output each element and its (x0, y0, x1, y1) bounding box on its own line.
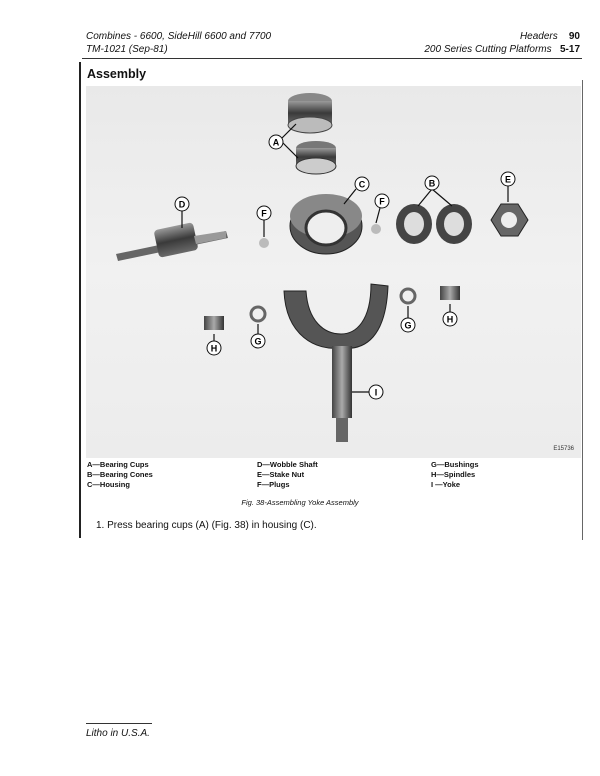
stake-nut-part (491, 204, 528, 236)
svg-text:G: G (404, 320, 412, 331)
callout-f (257, 206, 271, 220)
callout-i (369, 385, 383, 399)
legend-item: H—Spindles (431, 470, 476, 479)
callout-h (443, 312, 457, 326)
legend-column (257, 460, 318, 490)
figure-caption: Fig. 38-Assembling Yoke Assembly (241, 498, 359, 507)
callout-e (501, 172, 515, 186)
legend-item: I —Yoke (431, 480, 461, 489)
legend-column (87, 460, 153, 490)
callout-d (175, 197, 189, 211)
section-title: Assembly (87, 67, 147, 81)
svg-text:I: I (374, 387, 378, 398)
header-rule (82, 58, 582, 59)
svg-text:G: G (254, 336, 262, 347)
page-number: 90 (568, 31, 580, 42)
bushing-part (401, 289, 415, 303)
spindle-part (204, 316, 224, 330)
plug-part (371, 224, 381, 234)
legend-item: B—Bearing Cones (87, 470, 153, 479)
legend-item: C—Housing (87, 480, 130, 489)
change-bar-left (79, 62, 81, 538)
footer-text: Litho in U.S.A. (86, 728, 150, 739)
svg-text:H: H (210, 343, 218, 354)
legend-item: E—Stake Nut (257, 470, 305, 479)
callout-a (269, 135, 283, 149)
bearing-cone-part (436, 204, 472, 244)
figure-photo (86, 86, 581, 458)
svg-text:H: H (446, 314, 454, 325)
bushing-part (251, 307, 265, 321)
image-code: E15736 (553, 446, 574, 452)
footer-rule (86, 723, 152, 724)
svg-text:C: C (358, 179, 366, 190)
svg-text:E: E (504, 174, 512, 185)
instruction-step: 1. Press bearing cups (A) (Fig. 38) in housing (C). (96, 520, 317, 531)
manual-code: TM-1021 (Sep-81) (86, 44, 168, 55)
bearing-cone-part (396, 204, 432, 244)
legend-column (431, 460, 479, 490)
header-left (86, 30, 271, 56)
callout-c (355, 177, 369, 191)
legend-item: G—Bushings (431, 460, 479, 469)
legend-item: D—Wobble Shaft (257, 460, 318, 469)
legend-item: A—Bearing Cups (87, 460, 149, 469)
wobble-shaft-part (116, 222, 228, 261)
callout-g (251, 334, 265, 348)
yoke-part (284, 284, 388, 442)
section-name: 200 Series Cutting Platforms (424, 44, 552, 55)
manual-title: Combines - 6600, SideHill 6600 and 7700 (86, 31, 272, 42)
section-page-number: 5-17 (559, 44, 580, 55)
svg-text:D: D (178, 199, 186, 210)
change-bar-right (582, 80, 583, 540)
legend-item: F—Plugs (257, 480, 290, 489)
callout-h (207, 341, 221, 355)
header-right (424, 30, 580, 56)
svg-text:A: A (272, 137, 280, 148)
bearing-cup-part (296, 141, 336, 174)
spindle-part (440, 286, 460, 300)
svg-text:F: F (261, 208, 267, 219)
callout-f (375, 194, 389, 208)
chapter-name: Headers (519, 31, 558, 42)
svg-text:B: B (428, 178, 436, 189)
callout-b (425, 176, 439, 190)
svg-text:F: F (379, 196, 385, 207)
housing-part (290, 194, 362, 254)
bearing-cup-part (288, 93, 332, 133)
callout-g (401, 318, 415, 332)
plug-part (259, 238, 269, 248)
